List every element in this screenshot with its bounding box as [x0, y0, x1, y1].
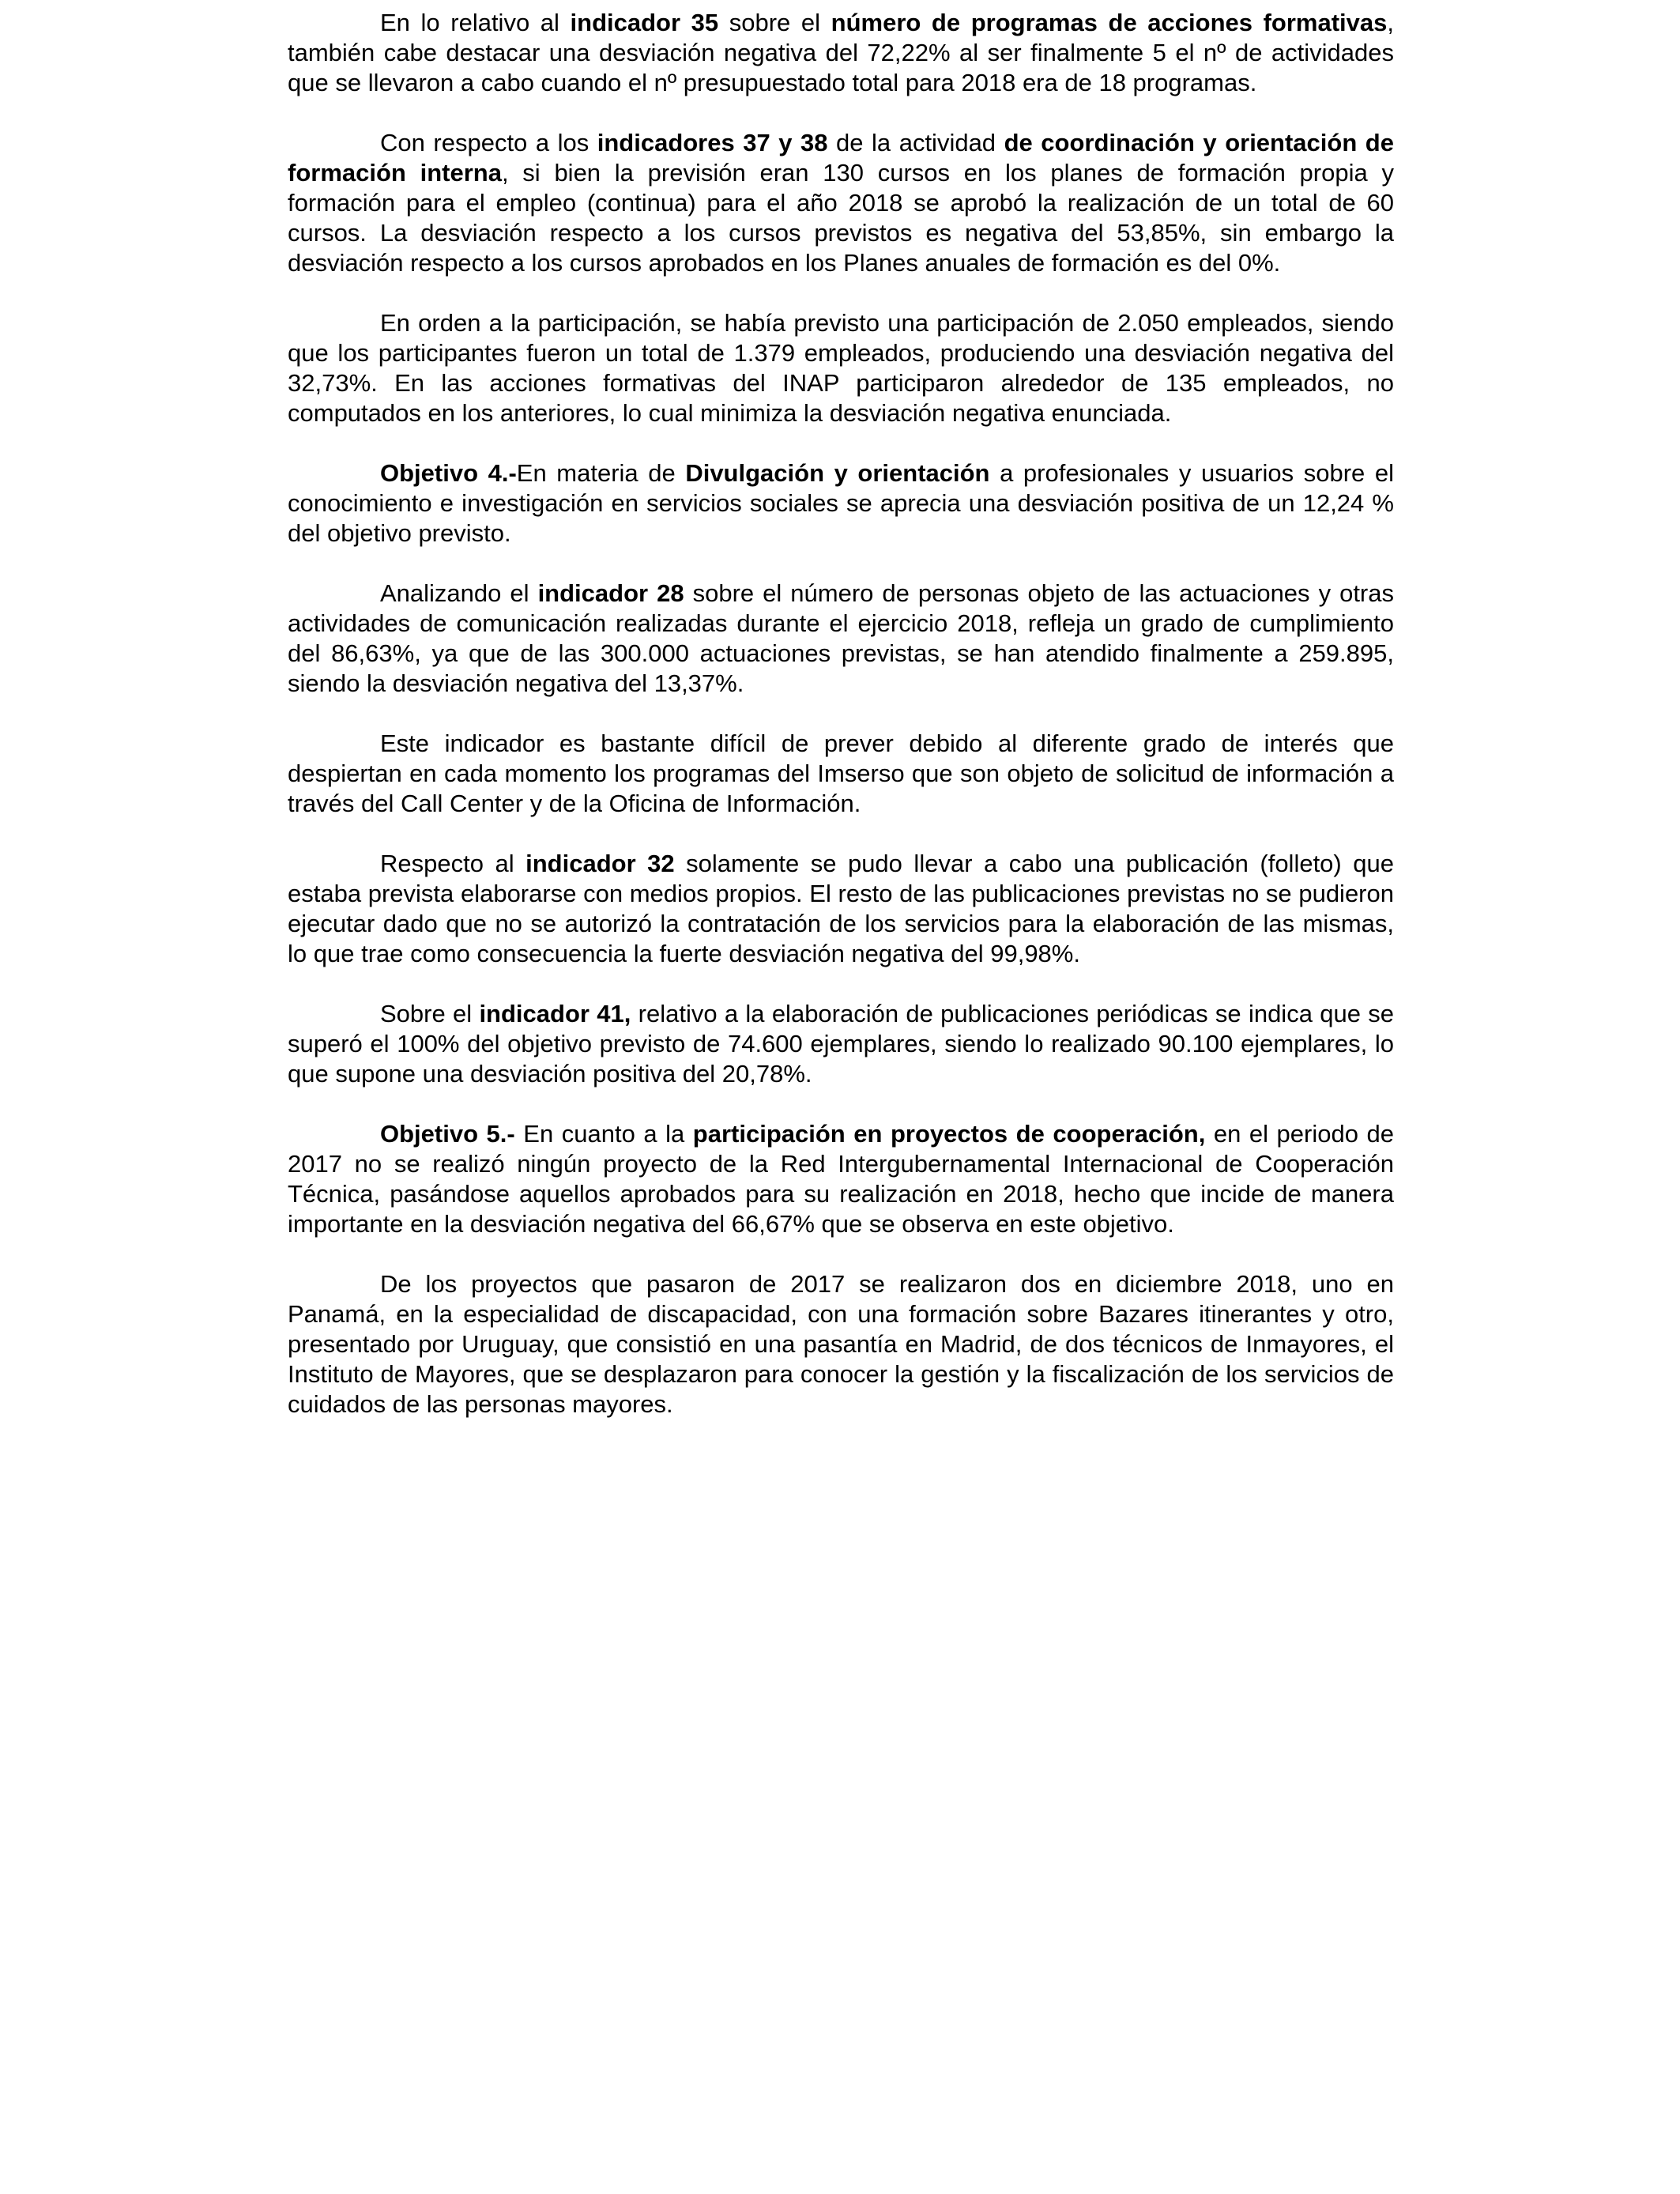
bold-run: Divulgación y orientación	[685, 459, 990, 487]
paragraph-indicadores-37-38	[288, 128, 1394, 278]
paragraph-participacion	[288, 308, 1394, 428]
paragraph-indicador-35	[288, 8, 1394, 98]
bold-run: indicador 41,	[479, 1000, 631, 1027]
text-run: , si bien la previsión eran 130 cursos en los planes de formación propia y formación para el empleo (continua) para el año 2018 se aprobó la realización de un total de 60 cursos. La desviación respecto a los cursos previstos es negativa del 53,85%, sin embargo la desviación respecto a los cursos aprobados en los Planes anuales de formación es del 0%.	[288, 159, 1394, 277]
bold-run: indicadores 37 y 38	[597, 129, 828, 156]
bold-run: participación en proyectos de cooperación,	[692, 1120, 1206, 1148]
bold-run: Objetivo 5.-	[380, 1120, 515, 1148]
text-run: sobre el	[718, 9, 831, 36]
paragraph-indicador-32	[288, 849, 1394, 969]
text-run: En materia de	[516, 459, 686, 487]
paragraph-objetivo-4	[288, 458, 1394, 548]
text-run: solamente se pudo llevar a cabo una publicación (folleto) que estaba prevista elaborarse con medios propios. El resto de las publicaciones previstas no se pudieron ejecutar dado que no se autorizó la contratación de los servicios para la elaboración de las mismas, lo que trae como consecuencia la fuerte desviación negativa del 99,98%.	[288, 850, 1394, 967]
text-run: , también cabe destacar una desviación negativa del 72,22% al ser finalmente 5 el nº de actividades que se llevaron a cabo cuando el nº presupuestado total para 2018 era de 18 programas.	[288, 9, 1395, 96]
text-run: relativo a la elaboración de publicaciones periódicas se indica que se superó el 100% del objetivo previsto de 74.600 ejemplares, siendo lo realizado 90.100 ejemplares, lo que supone una desviación positiva del 20,78%.	[288, 1000, 1394, 1088]
text-run: sobre el número de personas objeto de las actuaciones y otras actividades de comunicación realizadas durante el ejercicio 2018, refleja un grado de cumplimiento del 86,63%, ya que de las 300.000 actuaciones previstas, se han atendido finalmente a 259.895, siendo la desviación negativa del 13,37%.	[288, 579, 1395, 697]
text-run: En cuanto a la	[514, 1120, 693, 1148]
text-run: Respecto al	[380, 850, 526, 877]
bold-run: número de programas de acciones formativas	[831, 9, 1388, 36]
text-run: Sobre el	[380, 1000, 480, 1027]
bold-run: indicador 35	[570, 9, 719, 36]
paragraph-objetivo-5	[288, 1119, 1394, 1239]
text-run: a profesionales y usuarios sobre el conocimiento e investigación en servicios sociales se aprecia una desviación positiva de un 12,24 % del objetivo previsto.	[288, 459, 1394, 547]
text-run: de la actividad	[827, 129, 1004, 156]
bold-run: indicador 32	[525, 850, 675, 877]
text-run: En orden a la participación, se había previsto una participación de 2.050 empleados, siendo que los participantes fueron un total de 1.379 empleados, produciendo una desviación negativa del 32,73%. En las acciones formativas del INAP participaron alrededor de 135 empleados, no computados en los anteriores, lo cual minimiza la desviación negativa enunciada.	[288, 309, 1394, 427]
text-run: Analizando el	[380, 579, 538, 607]
paragraph-indicador-41	[288, 999, 1394, 1089]
text-run: en el periodo de 2017 no se realizó ningún proyecto de la Red Intergubernamental Internacional de Cooperación Técnica, pasándose aquellos aprobados para su realización en 2018, hecho que incide de manera importante en la desviación negativa del 66,67% que se observa en este objetivo.	[288, 1120, 1394, 1238]
bold-run: Objetivo 4.-	[380, 459, 517, 487]
text-run: Con respecto a los	[380, 129, 597, 156]
text-run: Este indicador es bastante difícil de prever debido al diferente grado de interés que despiertan en cada momento los programas del Imserso que son objeto de solicitud de información a través del Call Center y de la Oficina de Información.	[288, 729, 1394, 817]
paragraph-indicador-28	[288, 579, 1394, 699]
bold-run: indicador 28	[537, 579, 684, 607]
bold-run: de coordinación y orientación de formación interna	[288, 129, 1394, 187]
paragraph-proyectos-2017	[288, 1269, 1394, 1419]
text-run: En lo relativo al	[380, 9, 571, 36]
paragraph-indicador-prever	[288, 729, 1394, 819]
document-page	[288, 8, 1394, 1449]
text-run: De los proyectos que pasaron de 2017 se realizaron dos en diciembre 2018, uno en Panamá, en la especialidad de discapacidad, con una formación sobre Bazares itinerantes y otro, presentado por Uruguay, que consistió en una pasantía en Madrid, de dos técnicos de Inmayores, el Instituto de Mayores, que se desplazaron para conocer la gestión y la fiscalización de los servicios de cuidados de las personas mayores.	[288, 1270, 1394, 1418]
